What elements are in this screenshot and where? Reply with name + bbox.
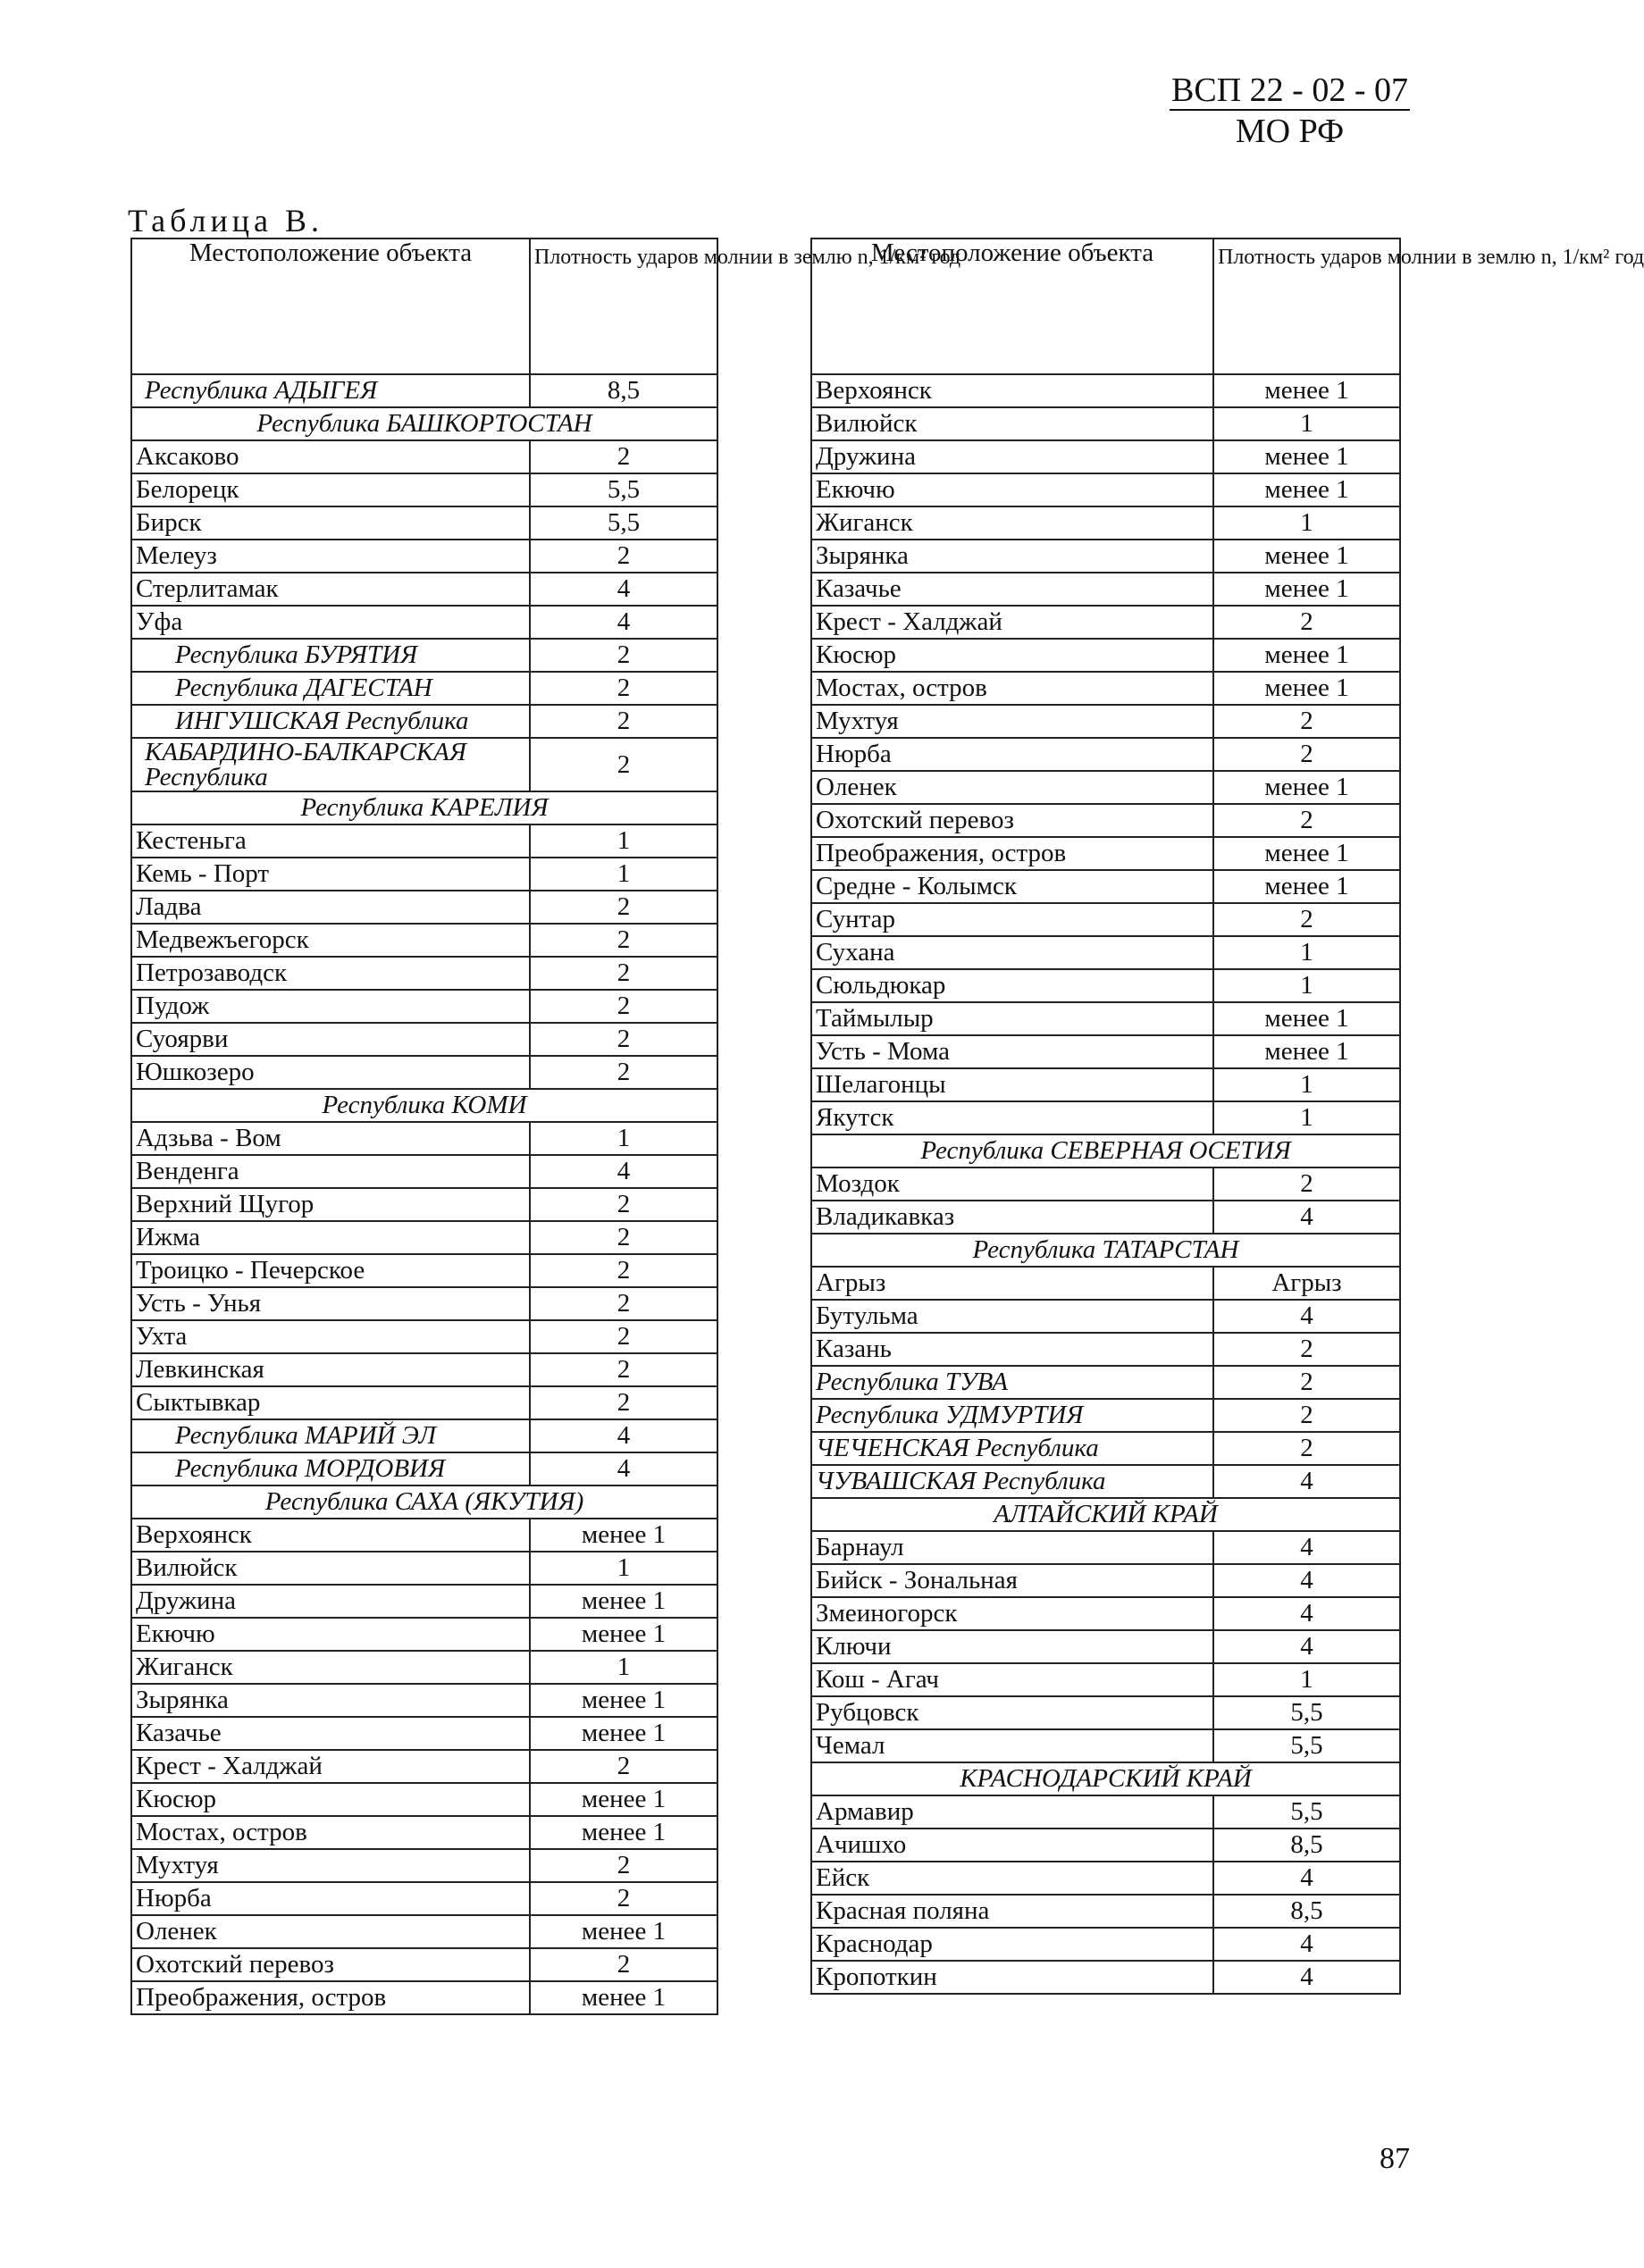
table-row — [131, 1287, 717, 1320]
location-name: Нюрба — [811, 738, 1213, 771]
table-row — [811, 870, 1400, 903]
table-row — [811, 804, 1400, 837]
table-row — [811, 936, 1400, 969]
table-row — [811, 1862, 1400, 1895]
density-value: 2 — [1213, 1432, 1400, 1465]
location-name: Армавир — [811, 1795, 1213, 1829]
density-value: 4 — [530, 1419, 717, 1452]
location-name: Левкинская — [131, 1353, 530, 1386]
density-value: 2 — [530, 1750, 717, 1783]
table-row — [131, 1915, 717, 1948]
density-value: 2 — [1213, 1333, 1400, 1366]
table-row — [811, 1597, 1400, 1630]
table-row — [811, 1531, 1400, 1564]
density-value: 1 — [1213, 936, 1400, 969]
location-name: Кемь - Порт — [131, 858, 530, 891]
location-name: Усть - Мома — [811, 1035, 1213, 1068]
location-name: Адзьва - Вом — [131, 1122, 530, 1155]
table-row — [811, 1002, 1400, 1035]
table-row — [811, 1564, 1400, 1597]
density-value: 2 — [530, 891, 717, 924]
table-row — [811, 1201, 1400, 1234]
location-name: Кропоткин — [811, 1961, 1213, 1994]
table-row — [811, 738, 1400, 771]
density-value: 1 — [1213, 407, 1400, 440]
location-name: Мостах, остров — [811, 672, 1213, 705]
location-name: Змеиногорск — [811, 1597, 1213, 1630]
region-name — [131, 738, 530, 791]
table-row — [131, 990, 717, 1023]
density-value: 1 — [530, 824, 717, 858]
table-row — [811, 837, 1400, 870]
table-row — [131, 1651, 717, 1684]
density-value: менее 1 — [1213, 1002, 1400, 1035]
table-row — [131, 1981, 717, 2014]
density-value: 2 — [530, 1849, 717, 1882]
region-name: Республика КОМИ — [131, 1089, 717, 1122]
table-row — [811, 1630, 1400, 1663]
density-value: 5,5 — [530, 506, 717, 540]
document-code: ВСП 22 - 02 - 07 — [1171, 71, 1408, 109]
table-row — [811, 506, 1400, 540]
region-name: Республика МОРДОВИЯ — [131, 1452, 530, 1485]
table-row — [811, 1300, 1400, 1333]
location-name: Ухта — [131, 1320, 530, 1353]
density-value: 4 — [1213, 1862, 1400, 1895]
table-row — [131, 957, 717, 990]
location-name: Оленек — [131, 1915, 530, 1948]
density-value: менее 1 — [1213, 639, 1400, 672]
table-caption: Таблица В. — [128, 203, 323, 239]
location-name: Белорецк — [131, 473, 530, 506]
location-name: Ачишхо — [811, 1829, 1213, 1862]
location-name: Чемал — [811, 1729, 1213, 1762]
region-name: Республика МАРИЙ ЭЛ — [131, 1419, 530, 1452]
region-name: ЧУВАШСКАЯ Республика — [811, 1465, 1213, 1498]
table-row — [811, 903, 1400, 936]
page-number: 87 — [1380, 2142, 1410, 2175]
location-name: Сунтар — [811, 903, 1213, 936]
density-value: 4 — [530, 606, 717, 639]
region-header-row — [131, 791, 717, 824]
density-value: менее 1 — [1213, 771, 1400, 804]
location-name: Казачье — [811, 573, 1213, 606]
location-name: Агрыз — [811, 1267, 1213, 1300]
location-name: Сюльдюкар — [811, 969, 1213, 1002]
table-row — [811, 1068, 1400, 1101]
table-row — [811, 440, 1400, 473]
table-row — [131, 1684, 717, 1717]
location-name: Екючю — [131, 1618, 530, 1651]
location-name: Охотский перевоз — [131, 1948, 530, 1981]
location-name: Красная поляна — [811, 1895, 1213, 1928]
region-row — [131, 705, 717, 738]
location-name: Медвежъегорск — [131, 924, 530, 957]
location-name: Вилюйск — [131, 1552, 530, 1585]
table-row — [811, 1101, 1400, 1134]
right-density-table — [810, 238, 1644, 1995]
density-value: 4 — [530, 1155, 717, 1188]
table-row — [811, 771, 1400, 804]
location-name: Владикавказ — [811, 1201, 1213, 1234]
table-row — [131, 1320, 717, 1353]
region-name: КРАСНОДАРСКИЙ КРАЙ — [811, 1762, 1400, 1795]
table-row — [811, 705, 1400, 738]
density-value: менее 1 — [1213, 473, 1400, 506]
region-name: Республика КАРЕЛИЯ — [131, 791, 717, 824]
density-value: 2 — [530, 738, 717, 791]
density-value: менее 1 — [530, 1783, 717, 1816]
location-column-header: Местоположение объекта — [131, 239, 530, 374]
density-value: менее 1 — [530, 1915, 717, 1948]
region-row — [811, 1366, 1400, 1399]
region-header-row — [131, 1089, 717, 1122]
density-value: 2 — [1213, 1399, 1400, 1432]
region-header-row — [811, 1762, 1400, 1795]
location-name: Троицко - Печерское — [131, 1254, 530, 1287]
density-value: 2 — [530, 672, 717, 705]
table-row — [131, 1386, 717, 1419]
location-name: Краснодар — [811, 1928, 1213, 1961]
table-row — [811, 672, 1400, 705]
density-value: 2 — [530, 990, 717, 1023]
location-name: Ладва — [131, 891, 530, 924]
location-name: Усть - Унья — [131, 1287, 530, 1320]
table-row — [811, 1729, 1400, 1762]
density-value: менее 1 — [1213, 837, 1400, 870]
region-header-row — [131, 407, 717, 440]
location-name: Кюсюр — [811, 639, 1213, 672]
density-value: 2 — [1213, 804, 1400, 837]
density-value: 5,5 — [1213, 1729, 1400, 1762]
table-row — [131, 1849, 717, 1882]
density-value: 4 — [1213, 1531, 1400, 1564]
location-name: Преображения, остров — [131, 1981, 530, 2014]
region-row — [811, 1465, 1400, 1498]
location-name: Кестеньга — [131, 824, 530, 858]
table-row — [131, 1254, 717, 1287]
location-name: Стерлитамак — [131, 573, 530, 606]
region-header-row — [811, 1498, 1400, 1531]
location-name: Кош - Агач — [811, 1663, 1213, 1696]
density-value: 1 — [1213, 1663, 1400, 1696]
density-value: менее 1 — [530, 1684, 717, 1717]
table-row — [131, 1783, 717, 1816]
density-column-header: Плотность ударов молнии в землю n, 1/км² год — [530, 239, 717, 374]
table-row — [131, 824, 717, 858]
density-value: менее 1 — [1213, 672, 1400, 705]
location-name: Бирск — [131, 506, 530, 540]
location-name: Бутульма — [811, 1300, 1213, 1333]
density-value: менее 1 — [1213, 440, 1400, 473]
table-row — [811, 407, 1400, 440]
table-row — [811, 639, 1400, 672]
density-value: менее 1 — [1213, 1035, 1400, 1068]
density-value: менее 1 — [530, 1981, 717, 2014]
density-value: Агрыз — [1213, 1267, 1400, 1300]
density-value: 2 — [530, 540, 717, 573]
region-row — [131, 672, 717, 705]
density-value: 8,5 — [1213, 1895, 1400, 1928]
table-row — [131, 506, 717, 540]
density-value: 4 — [1213, 1597, 1400, 1630]
location-name: Казань — [811, 1333, 1213, 1366]
location-name: Охотский перевоз — [811, 804, 1213, 837]
density-value: 2 — [1213, 903, 1400, 936]
region-name: Республика АДЫГЕЯ — [131, 374, 530, 407]
location-name: Жиганск — [131, 1651, 530, 1684]
table-row — [811, 1928, 1400, 1961]
table-row — [131, 1188, 717, 1221]
density-value: 2 — [530, 1320, 717, 1353]
region-name: Республика САХА (ЯКУТИЯ) — [131, 1485, 717, 1519]
region-name: Республика ТУВА — [811, 1366, 1213, 1399]
density-value: менее 1 — [530, 1618, 717, 1651]
table-row — [131, 1948, 717, 1981]
density-value: 4 — [1213, 1564, 1400, 1597]
location-name: Барнаул — [811, 1531, 1213, 1564]
density-column-header: Плотность ударов молнии в землю n, 1/км² год — [1213, 239, 1400, 374]
location-name: Якутск — [811, 1101, 1213, 1134]
density-value: 1 — [530, 1651, 717, 1684]
density-value: 2 — [1213, 738, 1400, 771]
region-row — [131, 374, 717, 407]
density-value: 2 — [530, 957, 717, 990]
density-value: 4 — [1213, 1961, 1400, 1994]
location-name: Мостах, остров — [131, 1816, 530, 1849]
location-name: Зырянка — [131, 1684, 530, 1717]
table-row — [131, 924, 717, 957]
density-value: 1 — [1213, 1101, 1400, 1134]
table-row — [131, 540, 717, 573]
density-value: 1 — [530, 858, 717, 891]
table-row — [131, 858, 717, 891]
region-row — [811, 1432, 1400, 1465]
density-value: 2 — [530, 639, 717, 672]
density-value: 2 — [530, 1188, 717, 1221]
density-value: 8,5 — [530, 374, 717, 407]
table-row — [131, 891, 717, 924]
density-value: 2 — [530, 1023, 717, 1056]
density-value: 2 — [530, 1056, 717, 1089]
density-value: 2 — [1213, 1167, 1400, 1201]
table-row — [131, 1618, 717, 1651]
location-name: Мелеуз — [131, 540, 530, 573]
table-row — [131, 1816, 717, 1849]
location-name: Шелагонцы — [811, 1068, 1213, 1101]
density-value: 2 — [530, 1287, 717, 1320]
table-row — [811, 1167, 1400, 1201]
location-name: Дружина — [131, 1585, 530, 1618]
density-value: менее 1 — [1213, 573, 1400, 606]
table-row — [131, 1519, 717, 1552]
density-value: 1 — [1213, 969, 1400, 1002]
table-row — [811, 1961, 1400, 1994]
density-value: 2 — [530, 1353, 717, 1386]
table-row — [811, 374, 1400, 407]
density-value: 4 — [1213, 1465, 1400, 1498]
density-value: менее 1 — [1213, 540, 1400, 573]
region-name: ЧЕЧЕНСКАЯ Республика — [811, 1432, 1213, 1465]
density-value: 1 — [1213, 506, 1400, 540]
region-name: Республика БАШКОРТОСТАН — [131, 407, 717, 440]
table-row — [811, 1829, 1400, 1862]
density-value: менее 1 — [530, 1717, 717, 1750]
table-row — [811, 1333, 1400, 1366]
location-name: Кюсюр — [131, 1783, 530, 1816]
table-row — [811, 969, 1400, 1002]
region-row — [131, 1452, 717, 1485]
table-row — [131, 1882, 717, 1915]
location-name: Дружина — [811, 440, 1213, 473]
location-name: Казачье — [131, 1717, 530, 1750]
region-name: Республика БУРЯТИЯ — [131, 639, 530, 672]
table-row — [811, 1267, 1400, 1300]
density-value: 4 — [530, 573, 717, 606]
location-name: Петрозаводск — [131, 957, 530, 990]
region-row — [811, 1399, 1400, 1432]
location-name: Верхоянск — [811, 374, 1213, 407]
table-row — [811, 1696, 1400, 1729]
table-row — [131, 1750, 717, 1783]
location-name: Нюрба — [131, 1882, 530, 1915]
location-name: Вилюйск — [811, 407, 1213, 440]
density-value: менее 1 — [530, 1585, 717, 1618]
density-value: 1 — [530, 1552, 717, 1585]
region-row — [131, 1419, 717, 1452]
location-name: Юшкозеро — [131, 1056, 530, 1089]
table-row — [131, 1353, 717, 1386]
density-value: 2 — [1213, 1366, 1400, 1399]
table-row — [131, 573, 717, 606]
table-row — [131, 1585, 717, 1618]
document-header — [1170, 70, 1410, 152]
table-row — [811, 473, 1400, 506]
location-name: Ключи — [811, 1630, 1213, 1663]
density-value: 1 — [1213, 1068, 1400, 1101]
table-row — [811, 1795, 1400, 1829]
density-value: менее 1 — [1213, 870, 1400, 903]
location-name: Жиганск — [811, 506, 1213, 540]
region-header-row — [811, 1234, 1400, 1267]
region-header-row — [811, 1134, 1400, 1167]
table-row — [131, 1552, 717, 1585]
location-name: Мухтуя — [131, 1849, 530, 1882]
region-name: Республика УДМУРТИЯ — [811, 1399, 1213, 1432]
table-row — [131, 1056, 717, 1089]
region-name: ИНГУШСКАЯ Республика — [131, 705, 530, 738]
location-column-header: Местоположение объекта — [811, 239, 1213, 374]
location-name: Бийск - Зональная — [811, 1564, 1213, 1597]
table-row — [131, 1717, 717, 1750]
density-value: 4 — [1213, 1928, 1400, 1961]
density-value: 2 — [530, 1386, 717, 1419]
density-value: 2 — [530, 1882, 717, 1915]
density-value: 2 — [530, 705, 717, 738]
location-name: Сухана — [811, 936, 1213, 969]
table-row — [811, 540, 1400, 573]
region-name: АЛТАЙСКИЙ КРАЙ — [811, 1498, 1400, 1531]
region-row — [131, 738, 717, 791]
density-value: 4 — [530, 1452, 717, 1485]
table-row — [131, 440, 717, 473]
location-name: Суоярви — [131, 1023, 530, 1056]
density-value: менее 1 — [530, 1519, 717, 1552]
location-name: Верхний Щугор — [131, 1188, 530, 1221]
location-name: Средне - Колымск — [811, 870, 1213, 903]
organization: МО РФ — [1235, 113, 1345, 150]
region-name-line: КАБАРДИНО-БАЛКАРСКАЯ — [145, 738, 466, 766]
location-name: Верхоянск — [131, 1519, 530, 1552]
density-value: 2 — [530, 1254, 717, 1287]
location-name: Зырянка — [811, 540, 1213, 573]
table-row — [811, 1035, 1400, 1068]
location-name: Оленек — [811, 771, 1213, 804]
region-name: Республика ДАГЕСТАН — [131, 672, 530, 705]
location-name: Крест - Халджай — [811, 606, 1213, 639]
location-name: Мухтуя — [811, 705, 1213, 738]
location-name: Моздок — [811, 1167, 1213, 1201]
location-name: Преображения, остров — [811, 837, 1213, 870]
density-value: 4 — [1213, 1300, 1400, 1333]
region-name: Республика СЕВЕРНАЯ ОСЕТИЯ — [811, 1134, 1400, 1167]
density-value: 2 — [1213, 705, 1400, 738]
density-value: менее 1 — [530, 1816, 717, 1849]
location-name: Венденга — [131, 1155, 530, 1188]
region-header-row — [131, 1485, 717, 1519]
location-name: Ейск — [811, 1862, 1213, 1895]
location-name: Рубцовск — [811, 1696, 1213, 1729]
region-name-line: Республика — [145, 763, 268, 791]
density-value: 2 — [530, 440, 717, 473]
table-row — [131, 1023, 717, 1056]
density-value: 2 — [530, 924, 717, 957]
table-row — [811, 1895, 1400, 1928]
location-name: Уфа — [131, 606, 530, 639]
table-row — [131, 606, 717, 639]
region-name: Республика ТАТАРСТАН — [811, 1234, 1400, 1267]
location-name: Крест - Халджай — [131, 1750, 530, 1783]
density-value: 5,5 — [1213, 1795, 1400, 1829]
table-row — [131, 473, 717, 506]
location-name: Ижма — [131, 1221, 530, 1254]
density-value: 1 — [530, 1122, 717, 1155]
location-name: Екючю — [811, 473, 1213, 506]
table-row — [811, 573, 1400, 606]
density-value: 4 — [1213, 1630, 1400, 1663]
region-row — [131, 639, 717, 672]
table-row — [131, 1155, 717, 1188]
location-name: Пудож — [131, 990, 530, 1023]
table-row — [811, 606, 1400, 639]
density-value: 8,5 — [1213, 1829, 1400, 1862]
density-value: 4 — [1213, 1201, 1400, 1234]
table-row — [131, 1122, 717, 1155]
location-name: Таймылыр — [811, 1002, 1213, 1035]
density-value: 2 — [1213, 606, 1400, 639]
table-row — [131, 1221, 717, 1254]
density-value: 5,5 — [530, 473, 717, 506]
density-value: 2 — [530, 1221, 717, 1254]
density-value: 2 — [530, 1948, 717, 1981]
location-name: Сыктывкар — [131, 1386, 530, 1419]
density-value: менее 1 — [1213, 374, 1400, 407]
location-name: Аксаково — [131, 440, 530, 473]
table-row — [811, 1663, 1400, 1696]
density-value: 5,5 — [1213, 1696, 1400, 1729]
